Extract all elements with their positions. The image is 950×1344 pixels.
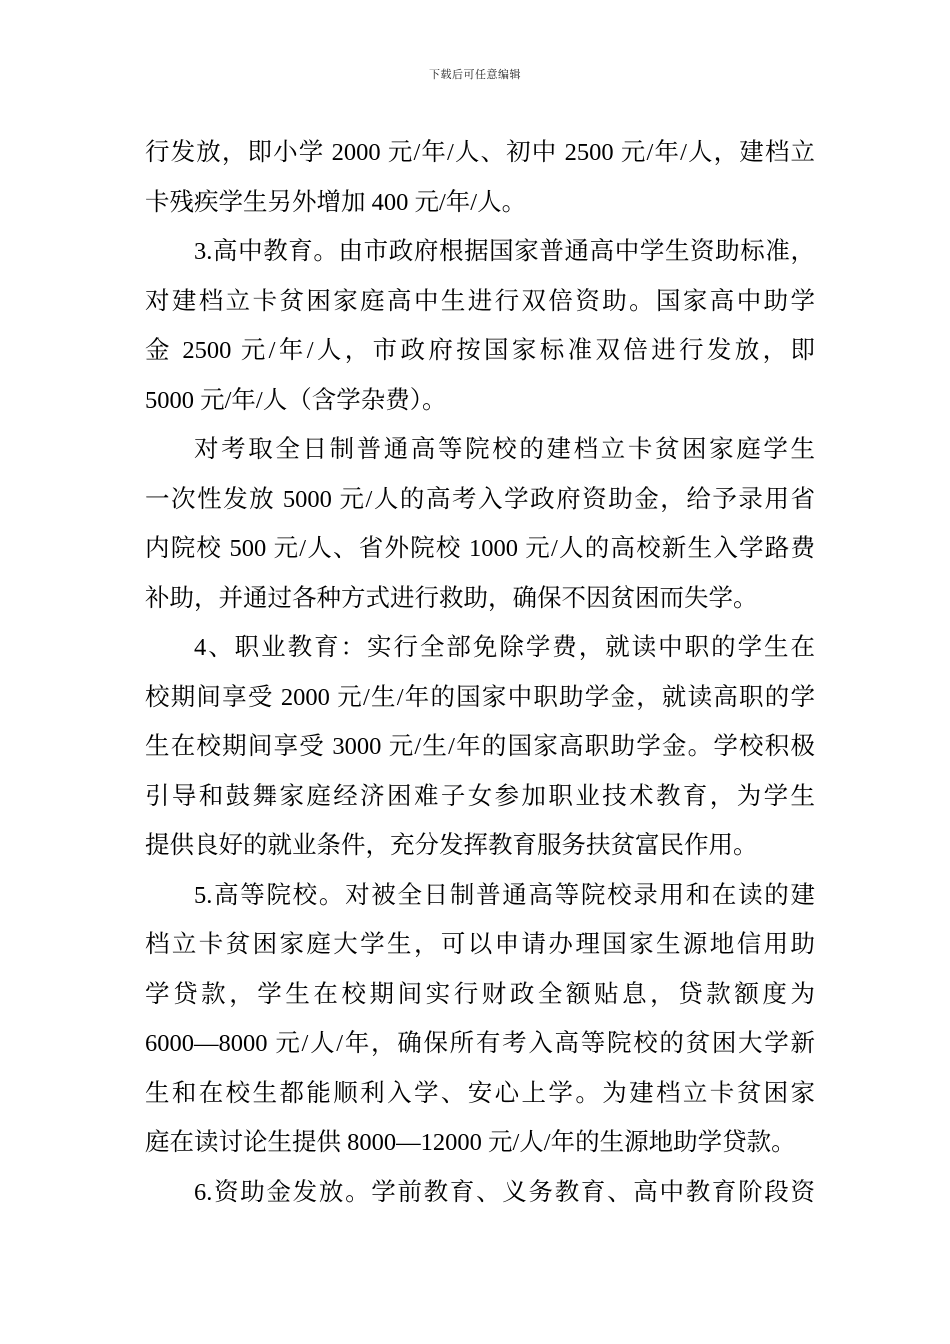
text-line: 生和在校生都能顺利入学、安心上学。为建档立卡贫困家 xyxy=(145,1079,815,1107)
text-line: 3.高中教育。由市政府根据国家普通高中学生资助标准， xyxy=(194,238,815,265)
text-line: 生在校期间享受 3000 元/生/年的国家高职助学金。学校积极 xyxy=(145,733,815,760)
text-line: 档立卡贫困家庭大学生，可以申请办理国家生源地信用助 xyxy=(145,931,815,958)
text-line: 6.资助金发放。学前教育、义务教育、高中教育阶段资 xyxy=(194,1178,815,1206)
text-line: 4、职业教育：实行全部免除学费，就读中职的学生在 xyxy=(194,634,815,661)
text-line: 对考取全日制普通高等院校的建档立卡贫困家庭学生 xyxy=(194,436,815,463)
text-line: 一次性发放 5000 元/人的高考入学政府资助金，给予录用省 xyxy=(145,485,815,513)
text-line: 卡残疾学生另外增加 400 元/年/人。 xyxy=(145,188,527,216)
body-text xyxy=(145,128,815,1217)
text-line: 5000 元/年/人（含学杂费）。 xyxy=(145,386,447,414)
text-line: 5.高等院校。对被全日制普通高等院校录用和在读的建 xyxy=(194,881,815,909)
text-line: 提供良好的就业条件，充分发挥教育服务扶贫富民作用。 xyxy=(145,832,758,859)
page-header: 下载后可任意编辑 xyxy=(429,68,521,81)
text-line: 引导和鼓舞家庭经济困难子女参加职业技术教育，为学生 xyxy=(145,782,815,810)
text-line: 内院校 500 元/人、省外院校 1000 元/人的高校新生入学路费 xyxy=(145,535,815,562)
text-line: 校期间享受 2000 元/生/年的国家中职助学金，就读高职的学 xyxy=(145,683,815,711)
text-line: 对建档立卡贫困家庭高中生进行双倍资助。国家高中助学 xyxy=(145,287,815,315)
text-line: 补助，并通过各种方式进行救助，确保不因贫困而失学。 xyxy=(145,584,758,612)
text-line: 金 2500 元/年/人，市政府按国家标准双倍进行发放，即 xyxy=(145,337,815,364)
text-line: 行发放，即小学 2000 元/年/人、初中 2500 元/年/人，建档立 xyxy=(145,139,815,166)
text-line: 学贷款，学生在校期间实行财政全额贴息，贷款额度为 xyxy=(145,980,815,1008)
text-line: 庭在读讨论生提供 8000—12000 元/人/年的生源地助学贷款。 xyxy=(145,1129,796,1156)
text-line: 6000—8000 元/人/年，确保所有考入高等院校的贫困大学新 xyxy=(145,1030,815,1057)
